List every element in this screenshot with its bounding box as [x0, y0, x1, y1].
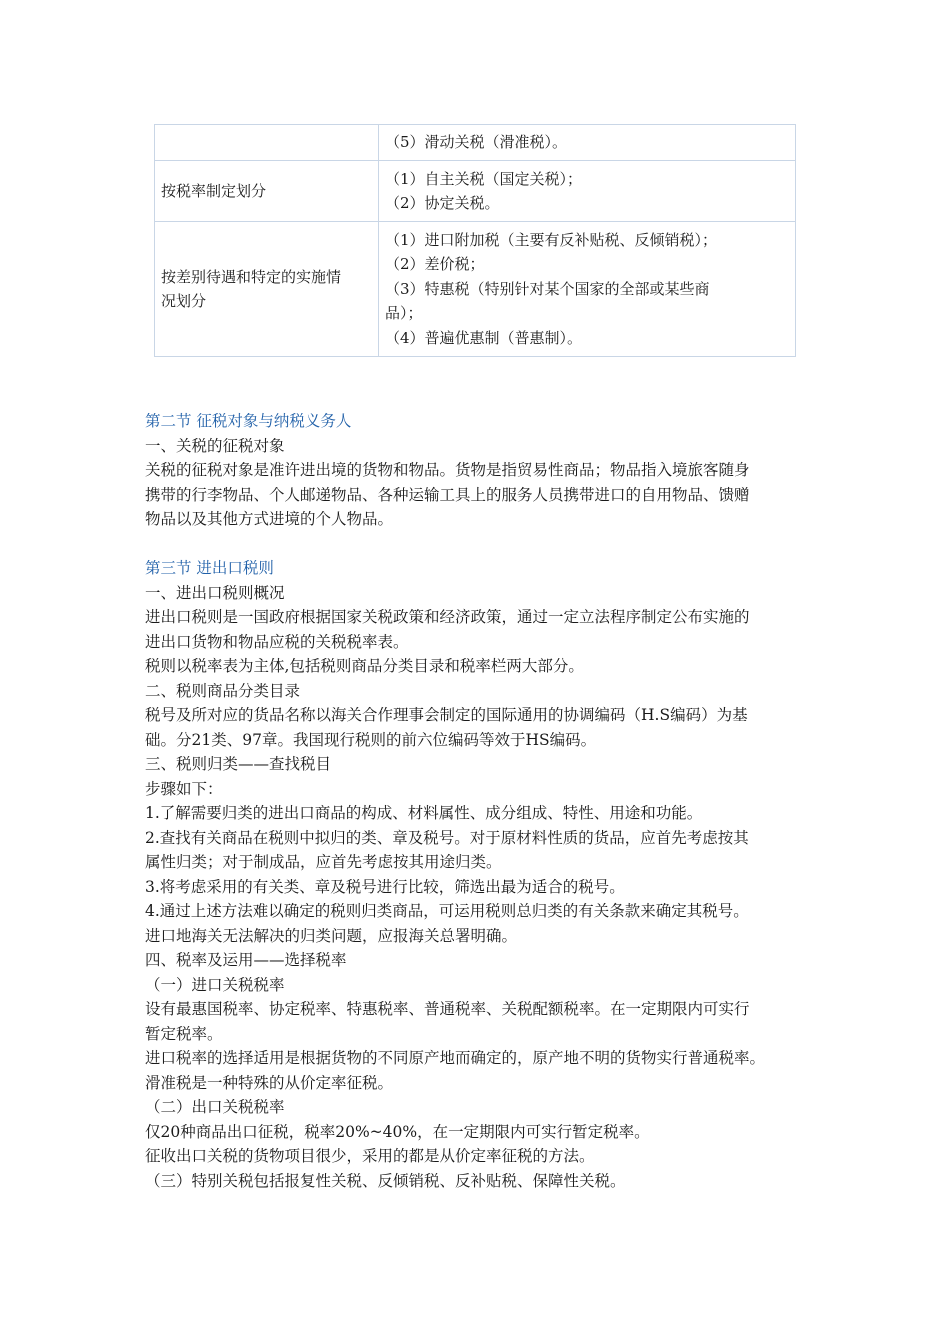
paragraph-line: 四、税率及运用——选择税率 — [145, 951, 347, 969]
paragraph-line: 进口税率的选择适用是根据货物的不同原产地而确定的，原产地不明的货物实行普通税率。 — [145, 1049, 766, 1067]
paragraph-line: （三）特别关税包括报复性关税、反倾销税、反补贴税、保障性关税。 — [145, 1171, 626, 1190]
paragraph-line: 4.通过上述方法难以确定的税则归类商品，可运用税则总归类的有关条款来确定其税号。 — [145, 902, 749, 920]
paragraph-line: 1.了解需要归类的进出口商品的构成、材料属性、成分组成、特性、用途和功能。 — [145, 804, 703, 822]
paragraph-line: 进口地海关无法解决的归类问题，应报海关总署明确。 — [145, 926, 518, 945]
paragraph-line: 税号及所对应的货品名称以海关合作理事会制定的国际通用的协调编码（H.S编码）为基 — [145, 706, 748, 724]
cell-label-line: 况划分 — [161, 292, 207, 310]
paragraph-line: 征收出口关税的货物项目很少，采用的都是从价定率征税的方法。 — [145, 1147, 595, 1165]
subheading: 一、关税的征税对象 — [145, 436, 285, 455]
paragraph-line: 仅20种商品出口征税，税率20%~40%，在一定期限内可实行暂定税率。 — [145, 1122, 650, 1141]
paragraph-line: 关税的征税对象是准许进出境的货物和物品。货物是指贸易性商品；物品指入境旅客随身 — [145, 461, 750, 479]
paragraph-line: 暂定税率。 — [145, 1024, 223, 1043]
paragraph-line: 二、税则商品分类目录 — [145, 681, 301, 700]
paragraph-line: 3.将考虑采用的有关类、章及税号进行比较，筛选出最为适合的税号。 — [145, 877, 625, 896]
paragraph-line: 税则以税率表为主体,包括税则商品分类目录和税率栏两大部分。 — [145, 657, 584, 675]
table-cell-content — [379, 222, 796, 357]
paragraph-line: 一、进出口税则概况 — [145, 583, 285, 602]
paragraph-line: 步骤如下： — [145, 779, 223, 798]
cell-line: 品）； — [385, 304, 423, 323]
table-cell-label: 按税率制定划分 — [155, 161, 379, 222]
paragraph-line: 础。分21类、97章。我国现行税则的前六位编码等效于HS编码。 — [145, 730, 597, 749]
spacer — [145, 532, 815, 557]
paragraph-line: 进出口税则是一国政府根据国家关税政策和经济政策，通过一定立法程序制定公布实施的 — [145, 608, 750, 626]
section-heading: 第三节 进出口税则 — [145, 559, 274, 577]
cell-line: （4）普遍优惠制（普惠制）。 — [385, 328, 583, 347]
paragraph-line: 携带的行李物品、个人邮递物品、各种运输工具上的服务人员携带进口的自用物品、馈赠 — [145, 485, 750, 504]
cell-label-line: 按差别待遇和特定的实施情 — [161, 267, 342, 286]
cell-line: （1）进口附加税（主要有反补贴税、反倾销税）； — [385, 230, 718, 249]
table-cell-label — [155, 222, 379, 357]
paragraph-line: （二）出口关税税率 — [145, 1098, 285, 1116]
paragraph-line: 设有最惠国税率、协定税率、特惠税率、普通税率、关税配额税率。在一定期限内可实行 — [145, 1000, 750, 1018]
paragraph-line: 进出口货物和物品应税的关税税率表。 — [145, 632, 409, 651]
table-cell-label — [155, 125, 379, 161]
table-row — [155, 222, 796, 357]
paragraph-line: 滑准税是一种特殊的从价定率征税。 — [145, 1073, 394, 1092]
cell-line: （2）协定关税。 — [385, 194, 500, 212]
document-body — [145, 409, 815, 1193]
table-cell-content — [379, 125, 796, 161]
section-heading: 第二节 征税对象与纳税义务人 — [145, 412, 352, 430]
paragraph-line: 属性归类；对于制成品，应首先考虑按其用途归类。 — [145, 853, 502, 871]
tariff-classification-table — [154, 124, 796, 357]
paragraph-line: 2.查找有关商品在税则中拟归的类、章及税号。对于原材料性质的货品，应首先考虑按其 — [145, 828, 749, 847]
section-body — [145, 581, 815, 1194]
table-cell-content — [379, 161, 796, 222]
table-row — [155, 125, 796, 161]
paragraph-line: （一）进口关税税率 — [145, 975, 285, 994]
cell-line: （5）滑动关税（滑准税）。 — [385, 133, 568, 152]
table-row — [155, 161, 796, 222]
paragraph-line: 物品以及其他方式进境的个人物品。 — [145, 510, 394, 528]
cell-line: （3）特惠税（特别针对某个国家的全部或某些商 — [385, 279, 710, 298]
cell-line: （2）差价税； — [385, 255, 485, 274]
paragraph-line: 三、税则归类——查找税目 — [145, 755, 332, 773]
cell-line: （1）自主关税（国定关税）； — [385, 169, 583, 188]
